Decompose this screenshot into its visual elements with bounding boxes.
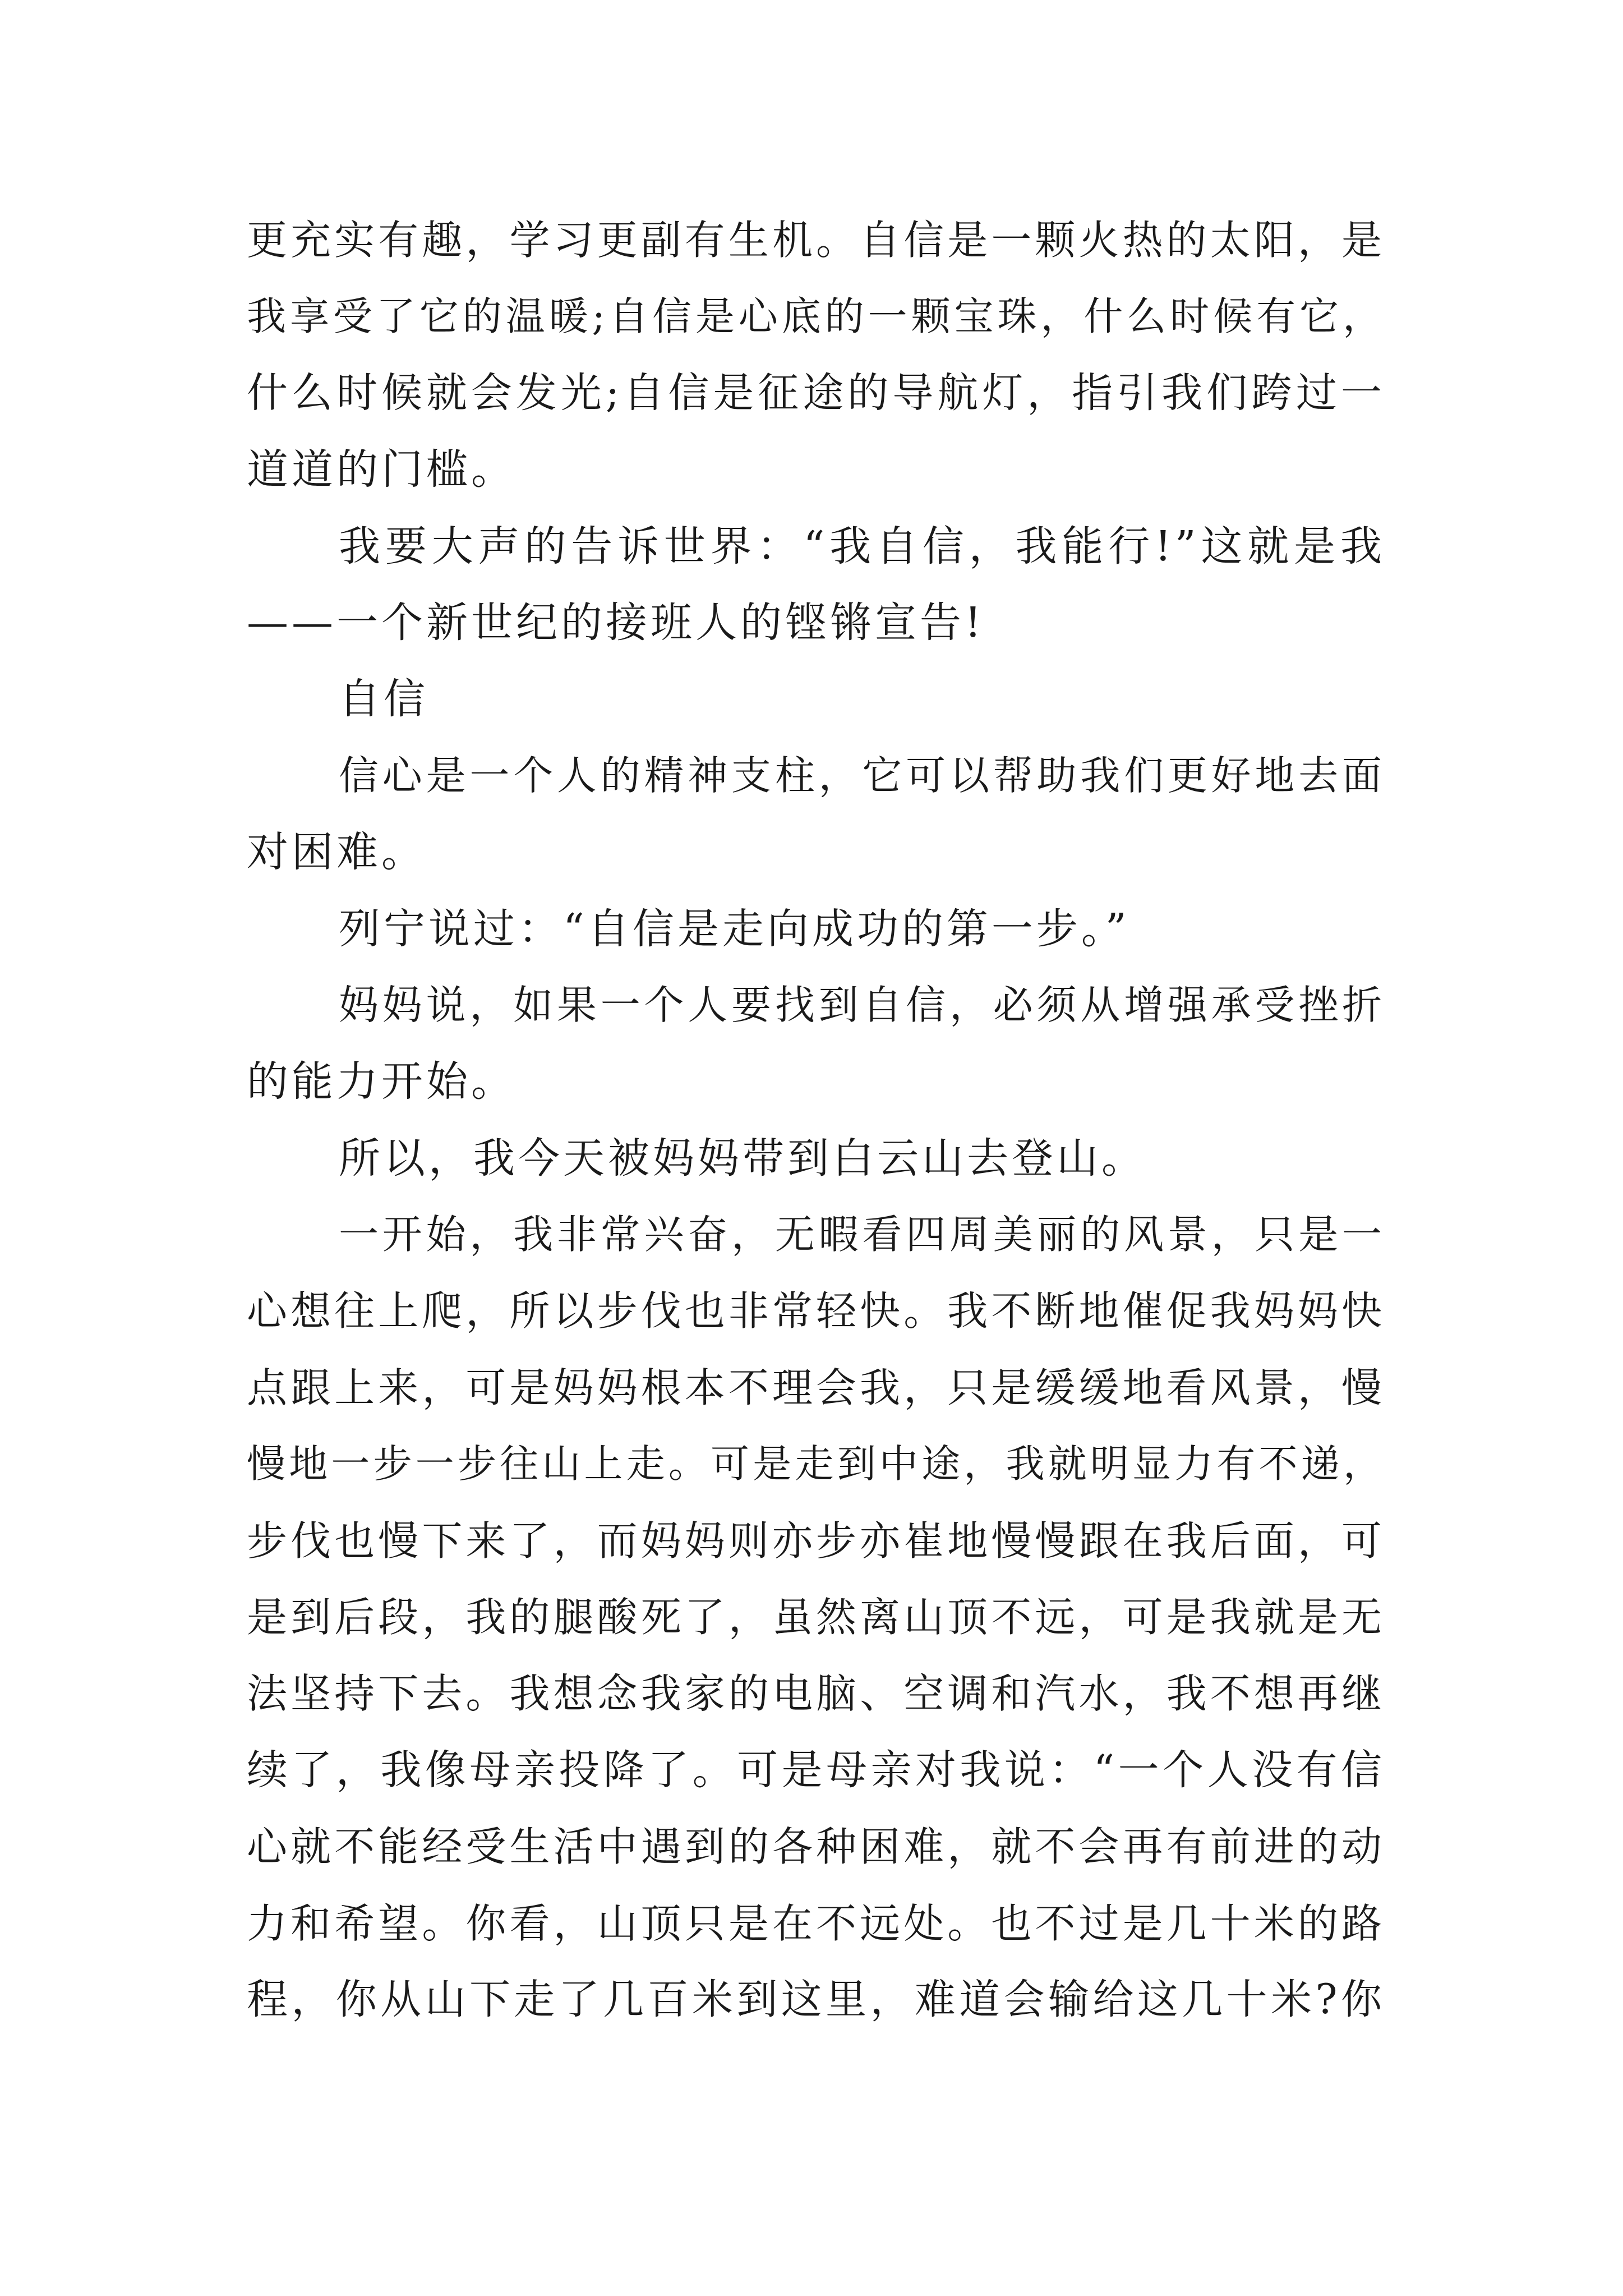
text-line-18: 步伐也慢下来了，而妈妈则亦步亦崔地慢慢跟在我后面，可 (247, 1517, 1385, 1565)
text-line-19: 是到后段，我的腿酸死了，虽然离山顶不远，可是我就是无 (247, 1594, 1385, 1641)
text-line-21: 续了，我像母亲投降了。可是母亲对我说：“一个人没有信 (247, 1746, 1385, 1794)
text-line-6: ——一个新世纪的接班人的铿锵宣告! (247, 598, 985, 647)
text-line-17: 慢地一步一步往山上走。可是走到中途，我就明显力有不递， (247, 1442, 1385, 1487)
text-line-4: 道道的门槛。 (247, 445, 516, 494)
body-text (247, 202, 1385, 2038)
text-line-10: 列宁说过：“自信是走向成功的第一步。” (339, 904, 1130, 953)
text-line-11: 妈妈说，如果一个人要找到自信，必须从增强承受挫折 (339, 981, 1385, 1028)
text-line-14: 一开始，我非常兴奋，无暇看四周美丽的风景，只是一 (339, 1211, 1385, 1258)
text-line-23: 力和希望。你看，山顶只是在不远处。也不过是几十米的路 (247, 1899, 1385, 1947)
text-line-15: 心想往上爬，所以步伐也非常轻快。我不断地催促我妈妈快 (247, 1287, 1385, 1335)
text-line-2: 我享受了它的温暖;自信是心底的一颗宝珠，什么时候有它， (247, 293, 1385, 340)
section-heading: 自信 (339, 675, 428, 724)
text-line-20: 法坚持下去。我想念我家的电脑、空调和汽水，我不想再继 (247, 1670, 1385, 1718)
text-line-3: 什么时候就会发光;自信是征途的导航灯，指引我们跨过一 (247, 369, 1385, 417)
text-line-8: 信心是一个人的精神支柱，它可以帮助我们更好地去面 (339, 752, 1385, 799)
text-line-24: 程，你从山下走了几百米到这里，难道会输给这几十米?你 (247, 1975, 1385, 2023)
text-line-22: 心就不能经受生活中遇到的各种困难，就不会再有前进的动 (247, 1823, 1385, 1871)
text-line-9: 对困难。 (247, 828, 426, 877)
text-line-1: 更充实有趣，学习更副有生机。自信是一颗火热的太阳，是 (247, 217, 1385, 264)
text-line-13: 所以，我今天被妈妈带到白云山去登山。 (339, 1134, 1146, 1182)
text-line-12: 的能力开始。 (247, 1057, 516, 1106)
text-line-16: 点跟上来，可是妈妈根本不理会我，只是缓缓地看风景，慢 (247, 1364, 1385, 1411)
text-line-5: 我要大声的告诉世界：“我自信，我能行!”这就是我 (339, 522, 1385, 570)
